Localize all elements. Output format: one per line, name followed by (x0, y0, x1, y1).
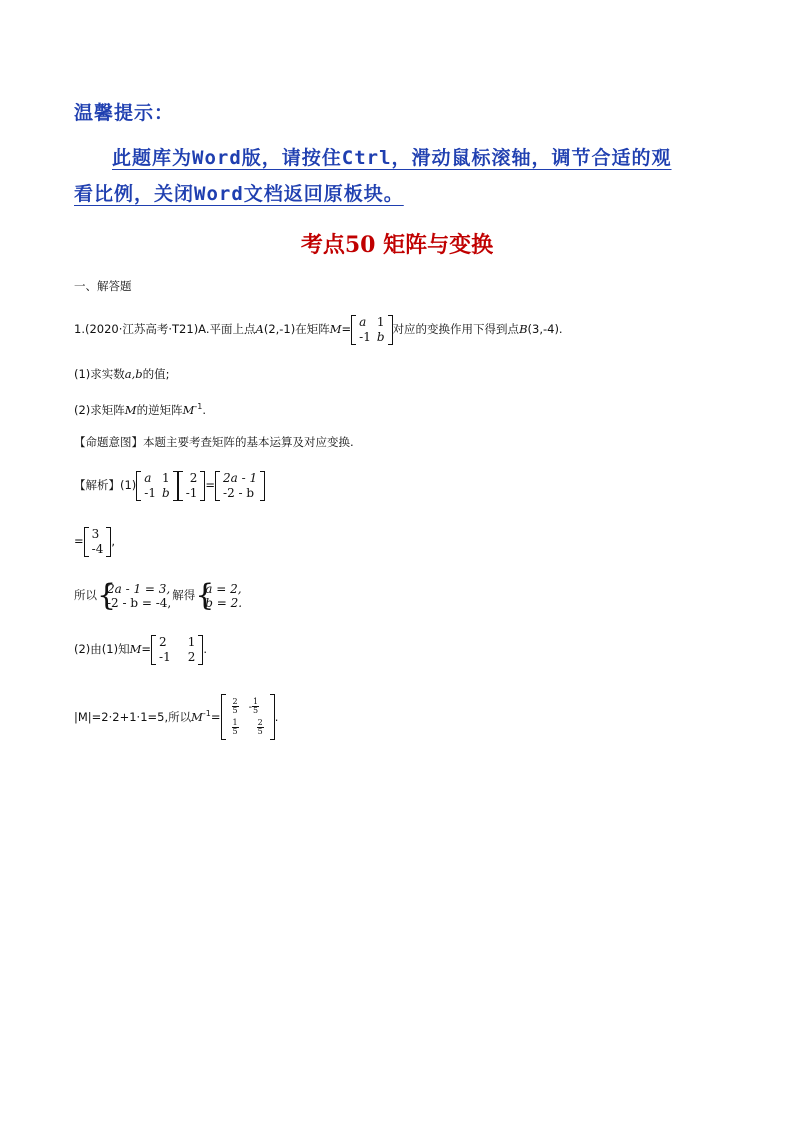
inverse-var: M (191, 709, 203, 724)
frac-num: 2 (232, 697, 238, 707)
question-2-var: M (124, 402, 137, 417)
page-title: 考点50 矩阵与变换 (300, 232, 494, 258)
period: . (274, 709, 279, 724)
matrix-cell: b (376, 329, 385, 344)
solve-text: 解得 (172, 588, 196, 602)
matrix-cell: 2a - 1 (223, 470, 258, 485)
so-text: 所以 (74, 588, 97, 602)
intent-line (74, 434, 354, 450)
frac-den: 5 (253, 706, 259, 716)
matrix-cell: 3 (91, 526, 100, 541)
equals-sign: = (141, 642, 152, 656)
matrix-cell: 1 (376, 314, 385, 329)
equals-sign: = (205, 478, 216, 492)
equals-sign: = (74, 534, 84, 548)
tip-title: 温馨提示： (74, 102, 175, 124)
matrix-cell: -1 (359, 329, 371, 344)
frac-den: 5 (257, 727, 263, 737)
section-heading: 一、解答题 (74, 279, 132, 293)
question-2 (74, 399, 206, 418)
determinant-text: |M|=2·2+1·1=5,所以 (74, 709, 192, 724)
equation-system-1: { 2a - 1 = 3, -2 - b = -4, (97, 577, 172, 613)
question-1 (74, 366, 170, 382)
solution-line-1 (74, 468, 265, 502)
frac-den: 5 (232, 727, 238, 737)
matrix-cell (227, 717, 244, 738)
matrix-cell (227, 696, 244, 717)
matrix-cell: 1 (187, 634, 196, 649)
solution-vector (178, 471, 206, 501)
equation: a = 2, (205, 581, 242, 596)
matrix-cell (244, 696, 269, 717)
question-2-end: . (202, 402, 206, 417)
matrix-cell: 2 (159, 634, 167, 649)
matrix-cell (244, 717, 269, 738)
intent-label: 【命题意图】 (74, 435, 143, 449)
matrix-cell: -1 (159, 649, 171, 664)
equation: 2a - 1 = 3, (107, 581, 171, 596)
inverse-matrix (221, 694, 275, 740)
problem-text-after: 对应的变换作用下得到点 (392, 322, 520, 336)
question-2-mid: 的逆矩阵 (136, 402, 183, 417)
tip-body (74, 140, 724, 212)
frac-num: 2 (257, 718, 263, 728)
question-2-sup: -1 (194, 402, 203, 411)
equation-system-2: { a = 2, b = 2. (195, 577, 243, 613)
problem-lead: 1.(2020·江苏高考·T21)A.平面上点 (74, 322, 256, 336)
equals-sign: = (210, 709, 221, 724)
frac-num: 1 (232, 718, 238, 728)
equation: b = 2. (205, 595, 243, 610)
question-1-end: 的值; (142, 367, 170, 381)
problem-statement (74, 312, 563, 346)
matrix-m-values (151, 635, 203, 665)
minus-sign: - (248, 702, 253, 714)
solution-part1-prefix: (1) (120, 478, 137, 492)
equals-sign: = (341, 322, 352, 336)
matrix-cell: b (162, 485, 170, 500)
matrix-var: M (329, 322, 342, 336)
solution-line-3 (74, 578, 243, 612)
question-2-inv: M (182, 402, 195, 417)
point-a: A (255, 322, 264, 336)
solution-result-vector (215, 471, 265, 501)
solution-part2-prefix: (2)由(1)知 (74, 642, 130, 656)
matrix-cell: -1 (144, 485, 156, 500)
matrix-var: M (129, 642, 142, 656)
point-b-coords: (3,-4). (527, 322, 563, 336)
comma: , (111, 534, 115, 548)
inverse-sup: -1 (202, 709, 211, 718)
tip-line-2: 看比例，关闭Word文档返回原板块。 (74, 183, 404, 205)
question-2-text: (2)求矩阵 (74, 402, 125, 417)
period: . (203, 642, 208, 656)
matrix-cell: 1 (162, 470, 170, 485)
matrix-m (351, 315, 392, 345)
solution-line-4 (74, 632, 207, 666)
matrix-cell: 2 (189, 470, 198, 485)
solution-line-2 (74, 524, 115, 558)
equation: -2 - b = -4, (107, 595, 172, 610)
question-1-text: (1)求实数 (74, 367, 125, 381)
matrix-cell: a (359, 314, 367, 329)
matrix-cell: -4 (91, 541, 104, 556)
solution-matrix-m (136, 471, 177, 501)
solution-label: 【解析】 (74, 478, 120, 492)
solution-line-5 (74, 688, 278, 743)
matrix-cell: -2 - b (223, 485, 255, 500)
matrix-cell: a (144, 470, 152, 485)
frac-den: 5 (232, 706, 238, 716)
frac-num: 1 (253, 697, 259, 707)
point-b: B (519, 322, 528, 336)
solution-result-2 (84, 527, 112, 557)
intent-text: 本题主要考查矩阵的基本运算及对应变换. (143, 435, 354, 449)
tip-line-1: 此题库为Word版，请按住Ctrl，滑动鼠标滚轴，调节合适的观 (112, 147, 672, 169)
question-1-vars: a,b (124, 367, 143, 381)
matrix-cell: -1 (185, 485, 198, 500)
point-a-coords: (2,-1) (263, 322, 296, 336)
matrix-cell: 2 (187, 649, 196, 664)
problem-text: 在矩阵 (295, 322, 330, 336)
